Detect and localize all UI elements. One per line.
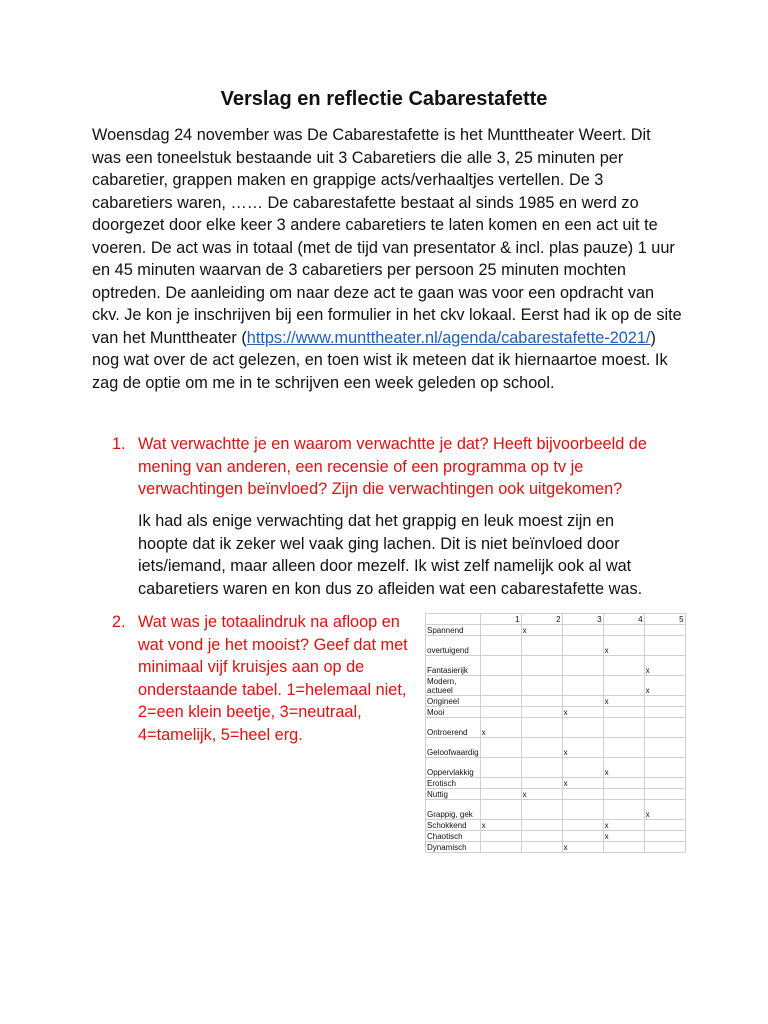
table-mark-cell	[480, 800, 521, 820]
question-2-number: 2.	[112, 613, 126, 631]
table-mark-cell	[480, 738, 521, 758]
table-row	[426, 831, 686, 842]
table-mark-cell	[562, 800, 603, 820]
table-mark-cell	[521, 707, 562, 718]
table-mark-cell	[521, 758, 562, 778]
table-mark-cell	[562, 636, 603, 656]
intro-paragraph	[92, 124, 682, 394]
table-mark-cell	[603, 800, 644, 820]
table-mark-cell	[603, 789, 644, 800]
table-row-label: Nuttig	[426, 789, 481, 800]
table-mark-cell	[480, 831, 521, 842]
table-mark-cell: x	[521, 789, 562, 800]
table-mark-cell: x	[562, 738, 603, 758]
table-row-label: Modern, actueel	[426, 676, 481, 696]
table-mark-cell	[480, 789, 521, 800]
table-mark-cell	[562, 820, 603, 831]
table-mark-cell	[603, 738, 644, 758]
table-header-cell: 4	[603, 614, 644, 625]
rating-table	[425, 613, 686, 853]
table-row	[426, 718, 686, 738]
table-mark-cell: x	[603, 831, 644, 842]
table-mark-cell: x	[644, 800, 685, 820]
intro-text-after: ) nog wat over de act gelezen, en toen wist ik meteen dat ik hiernaartoe moest. Ik zag de optie om me in te schrijven een week geleden op school.	[92, 328, 668, 392]
table-mark-cell	[480, 696, 521, 707]
table-row	[426, 636, 686, 656]
table-row-label: Erotisch	[426, 778, 481, 789]
table-mark-cell: x	[521, 625, 562, 636]
table-row-label: Schokkend	[426, 820, 481, 831]
table-mark-cell	[603, 625, 644, 636]
question-1-number: 1.	[112, 435, 126, 453]
table-mark-cell	[480, 758, 521, 778]
table-mark-cell	[521, 738, 562, 758]
table-row-label: Chaotisch	[426, 831, 481, 842]
table-row	[426, 789, 686, 800]
table-row	[426, 738, 686, 758]
table-mark-cell	[562, 758, 603, 778]
table-row	[426, 707, 686, 718]
table-mark-cell	[562, 789, 603, 800]
table-mark-cell	[644, 778, 685, 789]
table-mark-cell: x	[562, 778, 603, 789]
table-row-label: Ontroerend	[426, 718, 481, 738]
table-mark-cell	[562, 625, 603, 636]
table-header-corner	[426, 614, 481, 625]
table-row	[426, 800, 686, 820]
munttheater-link[interactable]: https://www.munttheater.nl/agenda/cabarestafette-2021/	[246, 328, 651, 347]
document-title: Verslag en reflectie Cabarestafette	[220, 88, 548, 110]
table-mark-cell: x	[480, 718, 521, 738]
table-mark-cell	[603, 676, 644, 696]
table-mark-cell: x	[644, 656, 685, 676]
table-mark-cell	[644, 718, 685, 738]
table-mark-cell	[521, 718, 562, 738]
table-mark-cell	[603, 707, 644, 718]
table-header-cell: 5	[644, 614, 685, 625]
table-mark-cell	[603, 656, 644, 676]
table-mark-cell: x	[603, 758, 644, 778]
table-mark-cell	[480, 676, 521, 696]
table-mark-cell	[644, 820, 685, 831]
table-mark-cell: x	[562, 842, 603, 853]
answer-1: Ik had als enige verwachting dat het grappig en leuk moest zijn en hoopte dat ik zeker wel vaak ging lachen. Dit is niet beïnvloed door iets/iemand, maar alleen door mezelf. Ik wist zelf namelijk ook al wat cabaretiers waren en kon dus zo afleiden wat een cabarestafette was.	[138, 512, 643, 598]
table-header-cell: 2	[521, 614, 562, 625]
table-mark-cell: x	[603, 696, 644, 707]
table-header-row	[426, 614, 686, 625]
table-row-label: overtuigend	[426, 636, 481, 656]
table-mark-cell	[603, 718, 644, 738]
table-mark-cell	[562, 696, 603, 707]
table-mark-cell	[480, 656, 521, 676]
table-mark-cell: x	[603, 820, 644, 831]
table-mark-cell	[562, 676, 603, 696]
table-row-label: Origineel	[426, 696, 481, 707]
table-row	[426, 696, 686, 707]
table-mark-cell	[603, 842, 644, 853]
table-mark-cell	[521, 676, 562, 696]
table-mark-cell	[644, 625, 685, 636]
table-row-label: Spannend	[426, 625, 481, 636]
table-mark-cell	[603, 778, 644, 789]
table-mark-cell: x	[480, 820, 521, 831]
table-row	[426, 778, 686, 789]
question-2-text: Wat was je totaalindruk na afloop en wat vond je het mooist? Geef dat met minimaal vijf kruisjes aan op de onderstaande tabel. 1=helemaal niet, 2=een klein beetje, 3=neutraal, 4=tamelijk, 5=heel erg.	[138, 613, 408, 744]
table-mark-cell	[644, 789, 685, 800]
table-mark-cell	[480, 625, 521, 636]
table-mark-cell	[562, 656, 603, 676]
table-mark-cell: x	[603, 636, 644, 656]
table-row-label: Grappig, gek	[426, 800, 481, 820]
table-mark-cell	[480, 707, 521, 718]
table-row	[426, 676, 686, 696]
table-mark-cell	[521, 636, 562, 656]
table-header-cell: 3	[562, 614, 603, 625]
table-mark-cell: x	[562, 707, 603, 718]
table-mark-cell	[521, 842, 562, 853]
table-mark-cell	[480, 778, 521, 789]
table-mark-cell	[480, 842, 521, 853]
table-mark-cell	[521, 778, 562, 789]
table-row	[426, 656, 686, 676]
table-mark-cell: x	[644, 676, 685, 696]
table-row	[426, 842, 686, 853]
intro-text-before: Woensdag 24 november was De Cabarestafette is het Munttheater Weert. Dit was een toneelstuk bestaande uit 3 Cabaretiers die alle 3, 25 minuten per cabaretier, grappen maken en grappige acts/verhaaltjes vertellen. De 3 cabaretiers waren, …… De cabarestafette bestaat al sinds 1985 en werd zo doorgezet door elke keer 3 andere cabaretiers te laten komen en een act uit te voeren. De act was in totaal (met de tijd van presentator & incl. plas pauze) 1 uur en 45 minuten waarvan de 3 cabaretiers per persoon 25 minuten mochten optreden. De aanleiding om naar deze act te gaan was voor een opdracht van ckv. Je kon je inschrijven bij een formulier in het ckv lokaal. Eerst had ik op de site van het Munttheater (	[92, 126, 682, 347]
table-row-label: Dynamisch	[426, 842, 481, 853]
table-row-label: Oppervlakkig	[426, 758, 481, 778]
table-row-label: Mooi	[426, 707, 481, 718]
table-row-label: Fantasierijk	[426, 656, 481, 676]
table-row	[426, 625, 686, 636]
table-row	[426, 820, 686, 831]
table-mark-cell	[644, 636, 685, 656]
table-mark-cell	[644, 696, 685, 707]
table-mark-cell	[480, 636, 521, 656]
question-1-text: Wat verwachtte je en waarom verwachtte je dat? Heeft bijvoorbeeld de mening van anderen, een recensie of een programma op tv je verwachtingen beïnvloed? Zijn die verwachtingen ook uitgekomen?	[138, 435, 647, 498]
table-mark-cell	[521, 696, 562, 707]
table-mark-cell	[644, 738, 685, 758]
table-mark-cell	[562, 831, 603, 842]
table-row	[426, 758, 686, 778]
table-mark-cell	[521, 820, 562, 831]
table-mark-cell	[644, 758, 685, 778]
table-mark-cell	[521, 831, 562, 842]
table-header-cell: 1	[480, 614, 521, 625]
table-mark-cell	[562, 718, 603, 738]
table-mark-cell	[644, 831, 685, 842]
table-mark-cell	[644, 707, 685, 718]
table-mark-cell	[521, 656, 562, 676]
table-mark-cell	[644, 842, 685, 853]
table-mark-cell	[521, 800, 562, 820]
table-row-label: Geloofwaardig	[426, 738, 481, 758]
